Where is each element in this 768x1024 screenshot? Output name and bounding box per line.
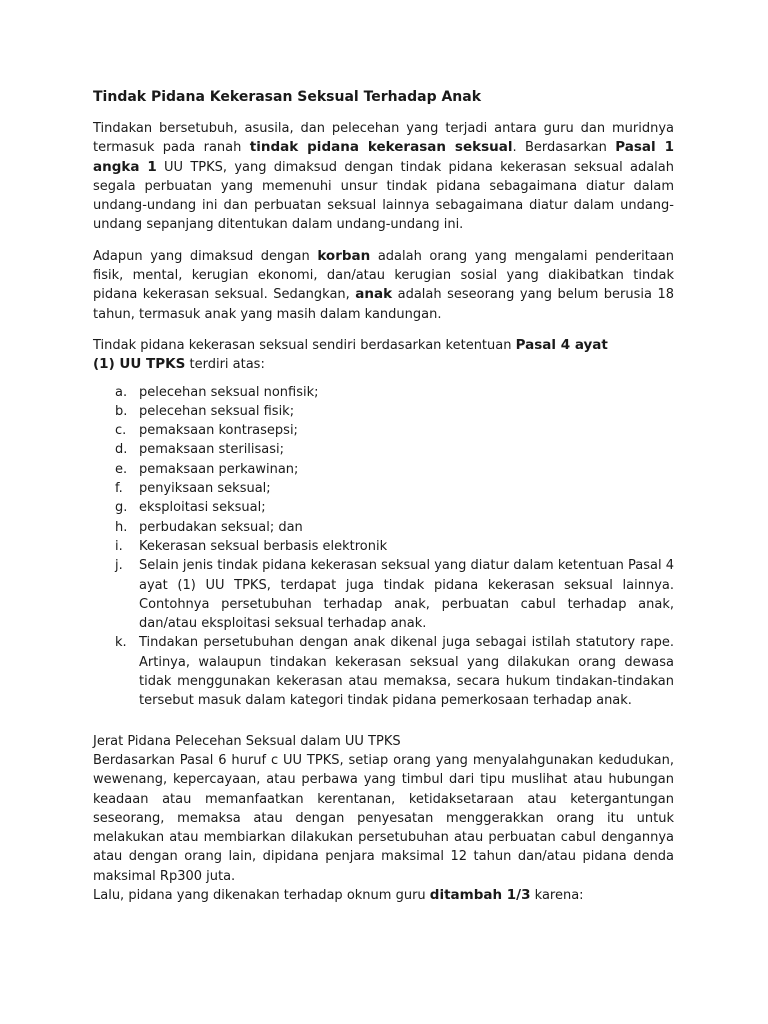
list-item-text: pemaksaan perkawinan; — [139, 461, 299, 477]
p1-text-c: . Berdasarkan — [512, 140, 616, 156]
list-marker: d. — [115, 442, 128, 458]
list-marker: e. — [115, 461, 128, 477]
list-marker: j. — [115, 558, 123, 574]
paragraph-victim — [93, 247, 674, 324]
list-item-text: pelecehan seksual nonfisik; — [139, 384, 319, 400]
p1-bold-term: tindak pidana kekerasan seksual — [249, 139, 513, 156]
p3-text-c: terdiri atas: — [185, 357, 265, 373]
offense-list — [93, 383, 674, 711]
list-item — [93, 498, 674, 517]
p2-text-c: adalah orang yang mengalami penderitaan fisik, mental, kerugian ekonomi, dan/atau kerugian sosial yang diakibatkan tindak pidana kekerasan seksual. Sedangkan, — [93, 248, 674, 303]
list-item — [93, 440, 674, 459]
list-item-text: eksploitasi seksual; — [139, 500, 266, 516]
list-item — [93, 460, 674, 479]
list-marker: c. — [115, 423, 127, 439]
p3-text-a: Tindak pidana kekerasan seksual sendiri berdasarkan ketentuan — [93, 337, 516, 353]
last-text-a: Lalu, pidana yang dikenakan terhadap oknum guru — [93, 887, 430, 903]
document-title: Tindak Pidana Kekerasan Seksual Terhadap Anak — [93, 89, 482, 105]
paragraph-definition — [93, 119, 674, 235]
list-marker: i. — [115, 538, 123, 554]
list-item — [93, 633, 674, 710]
list-marker: f. — [115, 481, 123, 497]
last-bold-addition: ditambah 1/3 — [429, 886, 531, 903]
list-marker: b. — [115, 403, 128, 419]
p1-text-d: UU TPKS, yang dimaksud dengan tindak pidana kekerasan seksual adalah segala perbuatan yang memenuhi unsur tindak pidana sebagaimana diatur dalam undang-undang ini dan perbuatan seksual lainnya sebagaimana diatur dalam undang-undang sepanjang ditentukan dalam undang-undang ini. — [93, 159, 674, 233]
p3-bold-article: Pasal 4 ayat (1) UU TPKS — [93, 336, 608, 373]
list-marker: a. — [115, 384, 128, 400]
list-item-text: pemaksaan kontrasepsi; — [139, 423, 298, 439]
p2-text-d: adalah seseorang yang belum berusia 18 tahun, termasuk anak yang masih dalam kandungan. — [93, 287, 674, 322]
list-marker: h. — [115, 519, 128, 535]
paragraph-list-intro — [93, 336, 674, 375]
document-content — [93, 88, 674, 905]
p1-text-a: Tindakan bersetubuh, asusila, dan pelecehan yang terjadi antara guru dan muridnya termasuk pada ranah — [93, 121, 674, 156]
list-item — [93, 383, 674, 402]
p1-bold-article: Pasal 1 angka 1 — [93, 139, 674, 175]
list-item-text: Tindakan persetubuhan dengan anak dikenal juga sebagai istilah statutory rape. Artinya, walaupun tindakan kekerasan seksual yang dilakukan orang dewasa tidak menggunakan kekerasan atau memaksa, secara hukum tindakan-tindakan tersebut masuk dalam kategori tindak pidana pemerkosaan terhadap anak. — [139, 635, 674, 709]
section-heading: Jerat Pidana Pelecehan Seksual dalam UU TPKS — [93, 733, 401, 749]
list-item-text: penyiksaan seksual; — [139, 481, 271, 497]
list-item — [93, 402, 674, 421]
section-criminal-penalty — [93, 732, 674, 906]
list-item-text: Selain jenis tindak pidana kekerasan seksual yang diatur dalam ketentuan Pasal 4 ayat (1) UU TPKS, terdapat juga tindak pidana kekerasan seksual lainnya. Contohnya persetubuhan terhadap anak, perbuatan cabul terhadap anak, dan/atau eksploitasi seksual terhadap anak. — [139, 558, 674, 632]
paragraph-article-6: Berdasarkan Pasal 6 huruf c UU TPKS, setiap orang yang menyalahgunakan kedudukan, wewenang, kepercayaan, atau perbawa yang timbul dari tipu muslihat atau hubungan keadaan atau memanfaatkan kerentanan, ketidaksetaraan atau ketergantungan seseorang, memaksa atau dengan penyesatan menggerakkan orang itu untuk melakukan atau membiarkan dilakukan persetubuhan atau perbuatan cabul dengannya atau dengan orang lain, dipidana penjara maksimal 12 tahun dan/atau pidana denda maksimal Rp300 juta. — [93, 752, 674, 884]
paragraph-penalty-addition — [93, 886, 674, 905]
p2-bold-anak: anak — [355, 286, 393, 303]
list-item-text: pemaksaan sterilisasi; — [139, 442, 285, 458]
list-marker: k. — [115, 635, 127, 651]
list-item — [93, 556, 674, 633]
list-marker: g. — [115, 500, 128, 516]
list-item-text: pelecehan seksual fisik; — [139, 403, 295, 419]
p2-bold-korban: korban — [317, 247, 371, 264]
last-text-c: karena: — [530, 887, 584, 903]
list-item-text: perbudakan seksual; dan — [139, 519, 303, 535]
list-item — [93, 421, 674, 440]
list-item — [93, 479, 674, 498]
list-item-text: Kekerasan seksual berbasis elektronik — [139, 538, 388, 554]
list-item — [93, 518, 674, 537]
list-item — [93, 537, 674, 556]
p2-text-a: Adapun yang dimaksud dengan — [93, 248, 318, 264]
